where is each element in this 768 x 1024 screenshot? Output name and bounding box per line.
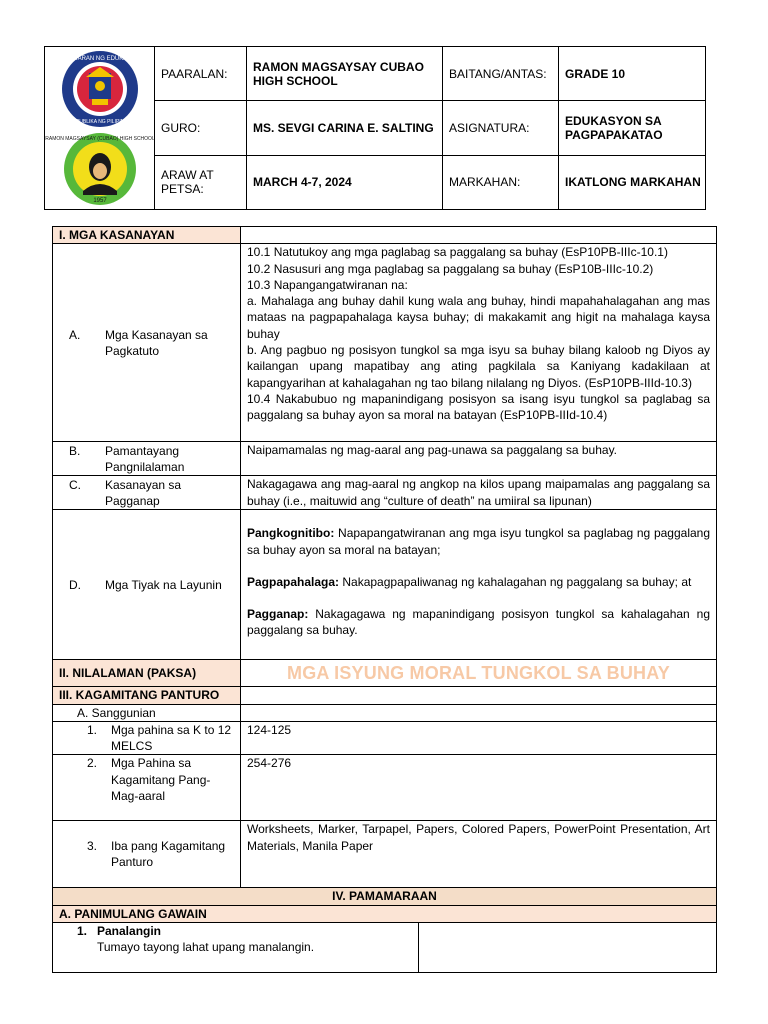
item-letter: D. (69, 577, 81, 592)
competency-line: 10.2 Nasusuri ang mga paglabag sa paggalang sa buhay (EsP10B-IIIc-10.2) (247, 261, 654, 276)
objective-affective (247, 574, 710, 590)
competency-line: b. Ang pagbuo ng posisyon tungkol sa mga isyu sa buhay bilang kaloob ng Diyos ay kailangan upang mapatibay ang ating pagkilala sa Kaniyang kadakilaan at kapangyarihan at kahalagahan ng tao bilang nilalang ng Diyos. (EsP10PB-IIId-10.3) (247, 343, 710, 390)
item-letter: A. (69, 327, 81, 342)
guro-label: GURO: (155, 101, 247, 155)
step-text: Tumayo tayong lahat upang manalangin. (97, 940, 315, 955)
kagamitan-heading: III. KAGAMITANG PANTURO (53, 687, 241, 704)
baitang-value: GRADE 10 (559, 47, 706, 101)
item-letter: B. (69, 443, 81, 458)
school-seal-icon (44, 131, 155, 207)
nilalaman-heading: II. NILALAMAN (PAKSA) (53, 660, 241, 687)
panimula-heading: A. PANIMULANG GAWAIN (53, 905, 717, 922)
markahan-value: IKATLONG MARKAHAN (559, 155, 706, 209)
item-label: Kasanayan sa Pagganap (105, 477, 182, 508)
pamantayang-pangnilalaman-label (53, 442, 241, 476)
tiyak-na-layunin-label (53, 510, 241, 660)
ref2-value: 254-276 (241, 755, 717, 821)
ref1-label (53, 721, 241, 755)
item-label: Mga Tiyak na Layunin (105, 577, 222, 592)
kasanayan-pagkatuto-content (241, 244, 717, 442)
item-letter: C. (69, 477, 81, 492)
competency-line: a. Mahalaga ang buhay dahil kung wala ang buhay, hindi mapahahalagahan ang mas mataas na pagpapahalaga kaysa buhay; di makakamit ang higit na mahalaga kaysa buhay (247, 294, 710, 341)
school-info-table (44, 46, 706, 210)
petsa-value: MARCH 4-7, 2024 (247, 155, 443, 209)
ref-label: Iba pang Kagamitang Panturo (111, 839, 226, 870)
markahan-label: MARKAHAN: (443, 155, 559, 209)
ref3-label (53, 821, 241, 888)
guro-value: MS. SEVGI CARINA E. SALTING (247, 101, 443, 155)
ref1-value: 124-125 (241, 721, 717, 755)
objective-label: Pagpapahalaga: (247, 574, 340, 589)
tiyak-na-layunin-content (241, 510, 717, 660)
ref-label: Mga pahina sa K to 12 MELCS (111, 722, 232, 754)
paaralan-value: RAMON MAGSAYSAY CUBAO HIGH SCHOOL (247, 47, 443, 101)
sanggunian-text: A. Sanggunian (77, 705, 156, 720)
asignatura-label: ASIGNATURA: (443, 101, 559, 155)
paksa-cell (241, 660, 717, 687)
objective-label: Pangkognitibo: (247, 526, 335, 541)
paksa-title: MGA ISYUNG MORAL TUNGKOL SA BUHAY (287, 663, 670, 684)
item-label: Pamantayang Pangnilalaman (105, 443, 185, 474)
ref3-value: Worksheets, Marker, Tarpapel, Papers, Colored Papers, PowerPoint Presentation, Art Materials, Manila Paper (241, 821, 717, 888)
kasanayan-pagkatuto-label (53, 244, 241, 442)
lesson-plan-table (52, 226, 717, 973)
step-title: Panalangin (97, 924, 162, 939)
ref-label: Mga Pahina sa Kagamitang Pang-Mag-aaral (111, 756, 211, 804)
pamantayang-pangnilalaman-value: Naipamamalas ng mag-aaral ang pag-unawa sa paggalang sa buhay. (241, 442, 717, 476)
objective-psychomotor (247, 606, 710, 639)
item-label: Mga Kasanayan sa Pagkatuto (105, 327, 208, 358)
objective-text: Nakagagawa ng mapanindigang posisyon tungkol sa kahalagahan ng paggalang sa buhay. (247, 607, 710, 638)
panalangin-notes-cell (419, 923, 717, 973)
kasanayan-pagganap-value: Nakagagawa ang mag-aaral ng angkop na kilos upang maipamalas ang paggalang sa buhay (i.e., maituwid ang “culture of death” na umiiral sa lipunan) (241, 476, 717, 510)
asignatura-value: EDUKASYON SA PAGPAPAKATAO (559, 101, 706, 155)
deped-seal-icon (54, 49, 146, 129)
logos-cell (45, 47, 155, 210)
baitang-label: BAITANG/ANTAS: (443, 47, 559, 101)
ref-number: 1. (86, 722, 97, 737)
competency-line: 10.4 Nakabubuo ng mapanindigang posisyon sa isang isyu tungkol sa paglabag sa paggalang sa buhay ayon sa moral na batayan (EsP10PB-IIId-10.4) (247, 391, 710, 423)
kasanayan-pagganap-label (53, 476, 241, 510)
paaralan-label: PAARALAN: (155, 47, 247, 101)
competency-line: 10.3 Napangangatwiranan na: (247, 277, 408, 292)
deped-seal-top-text: KAGAWARAN NG EDUKASYON (55, 56, 144, 62)
ref-number: 3. (86, 839, 97, 854)
objective-label: Pagganap: (247, 607, 309, 622)
pamamaraan-heading: IV. PAMAMARAAN (53, 888, 717, 905)
competency-line: 10.1 Natutukoy ang mga paglabag sa paggalang sa buhay (EsP10PB-IIIc-10.1) (247, 245, 668, 260)
petsa-label: ARAW AT PETSA: (155, 155, 247, 209)
kasanayan-heading: I. MGA KASANAYAN (53, 227, 241, 244)
panalangin-cell (53, 923, 419, 973)
deped-seal-bottom-text: REPUBLIKA NG PILIPINAS (68, 119, 131, 125)
ref-number: 2. (86, 756, 97, 771)
objective-cognitive (247, 525, 710, 558)
ref2-label (53, 755, 241, 821)
objective-text: Napapangatwiranan ang mga isyu tungkol sa paglabag ng paggalang sa buhay ayon sa moral na batayan; (247, 526, 710, 557)
school-seal-top-text: RAMON MAGSAYSAY (CUBAO) HIGH SCHOOL (44, 136, 155, 142)
objective-text: Nakapagpapaliwanag ng kahalagahan ng paggalang sa buhay; at (339, 574, 692, 589)
school-seal-year: 1957 (92, 198, 107, 204)
sanggunian-label (53, 704, 241, 721)
step-number: 1. (76, 924, 87, 939)
